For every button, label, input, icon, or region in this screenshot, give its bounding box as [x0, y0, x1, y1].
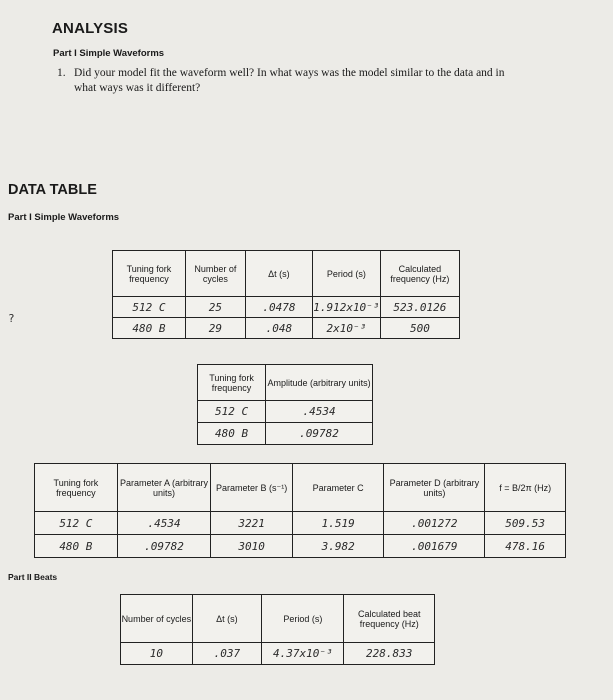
table-cell: .001679 [384, 535, 485, 558]
table-cell: 480 B [198, 423, 266, 445]
part1-label-data: Part I Simple Waveforms [8, 212, 120, 223]
header-cell: Period (s) [312, 251, 380, 297]
question-line-2: what ways was it different? [74, 82, 201, 94]
header-cell: Tuning fork frequency [35, 464, 118, 512]
table-row [113, 318, 460, 339]
header-cell: Parameter D (arbitrary units) [384, 464, 485, 512]
table-cell: 480 B [113, 318, 186, 339]
header-cell: Calculated beat frequency (Hz) [344, 595, 435, 643]
table-cell: 523.0126 [380, 297, 459, 318]
table-cell: 509.53 [485, 512, 566, 535]
header-cell: Δt (s) [192, 595, 262, 643]
table-cell: .0478 [245, 297, 312, 318]
table-cell: 1.519 [292, 512, 383, 535]
part1-label-analysis: Part I Simple Waveforms [53, 48, 165, 59]
table-cell: 512 C [35, 512, 118, 535]
table-cell: 500 [380, 318, 459, 339]
table-cell: 4.37x10⁻³ [262, 643, 344, 665]
question-number: 1. [57, 67, 66, 79]
header-cell: Number of cycles [121, 595, 193, 643]
table-cell: 512 C [113, 297, 186, 318]
header-cell: Calculated frequency (Hz) [380, 251, 459, 297]
margin-mark: ? [8, 312, 15, 325]
table-cell: 3.982 [292, 535, 383, 558]
question-line-1: Did your model fit the waveform well? In what ways was the model similar to the data and in [74, 67, 505, 79]
header-cell: Tuning fork frequency [113, 251, 186, 297]
table-cell: 10 [121, 643, 193, 665]
table-cell: .4534 [266, 401, 373, 423]
table-row [198, 401, 373, 423]
header-cell: Tuning fork frequency [198, 365, 266, 401]
table-cell: .037 [192, 643, 262, 665]
table-row [198, 423, 373, 445]
table-cell: .4534 [117, 512, 211, 535]
table-cell: .09782 [117, 535, 211, 558]
frequency-table [112, 250, 460, 339]
analysis-heading: ANALYSIS [52, 20, 129, 37]
table-cell: 25 [185, 297, 245, 318]
table-row [35, 535, 566, 558]
table-cell: 2x10⁻³ [312, 318, 380, 339]
table-cell: 3010 [211, 535, 293, 558]
data-table-heading: DATA TABLE [8, 182, 97, 198]
table-row [113, 297, 460, 318]
header-cell: Parameter A (arbitrary units) [117, 464, 211, 512]
part2-label: Part II Beats [8, 572, 58, 582]
beats-table [120, 594, 435, 665]
table-row [35, 512, 566, 535]
table-cell: 480 B [35, 535, 118, 558]
table-cell: .048 [245, 318, 312, 339]
table-cell: 512 C [198, 401, 266, 423]
header-cell: Δt (s) [245, 251, 312, 297]
table-cell: 1.912x10⁻³ [312, 297, 380, 318]
table-cell: 228.833 [344, 643, 435, 665]
header-cell: f = B/2π (Hz) [485, 464, 566, 512]
header-cell: Parameter C [292, 464, 383, 512]
table-row [121, 643, 435, 665]
table-cell: .09782 [266, 423, 373, 445]
table-cell: .001272 [384, 512, 485, 535]
table-cell: 3221 [211, 512, 293, 535]
amplitude-table [197, 364, 373, 445]
header-cell: Number of cycles [185, 251, 245, 297]
header-cell: Amplitude (arbitrary units) [266, 365, 373, 401]
header-cell: Period (s) [262, 595, 344, 643]
header-cell: Parameter B (s⁻¹) [211, 464, 293, 512]
table-cell: 29 [185, 318, 245, 339]
parameters-table [34, 463, 566, 558]
table-cell: 478.16 [485, 535, 566, 558]
